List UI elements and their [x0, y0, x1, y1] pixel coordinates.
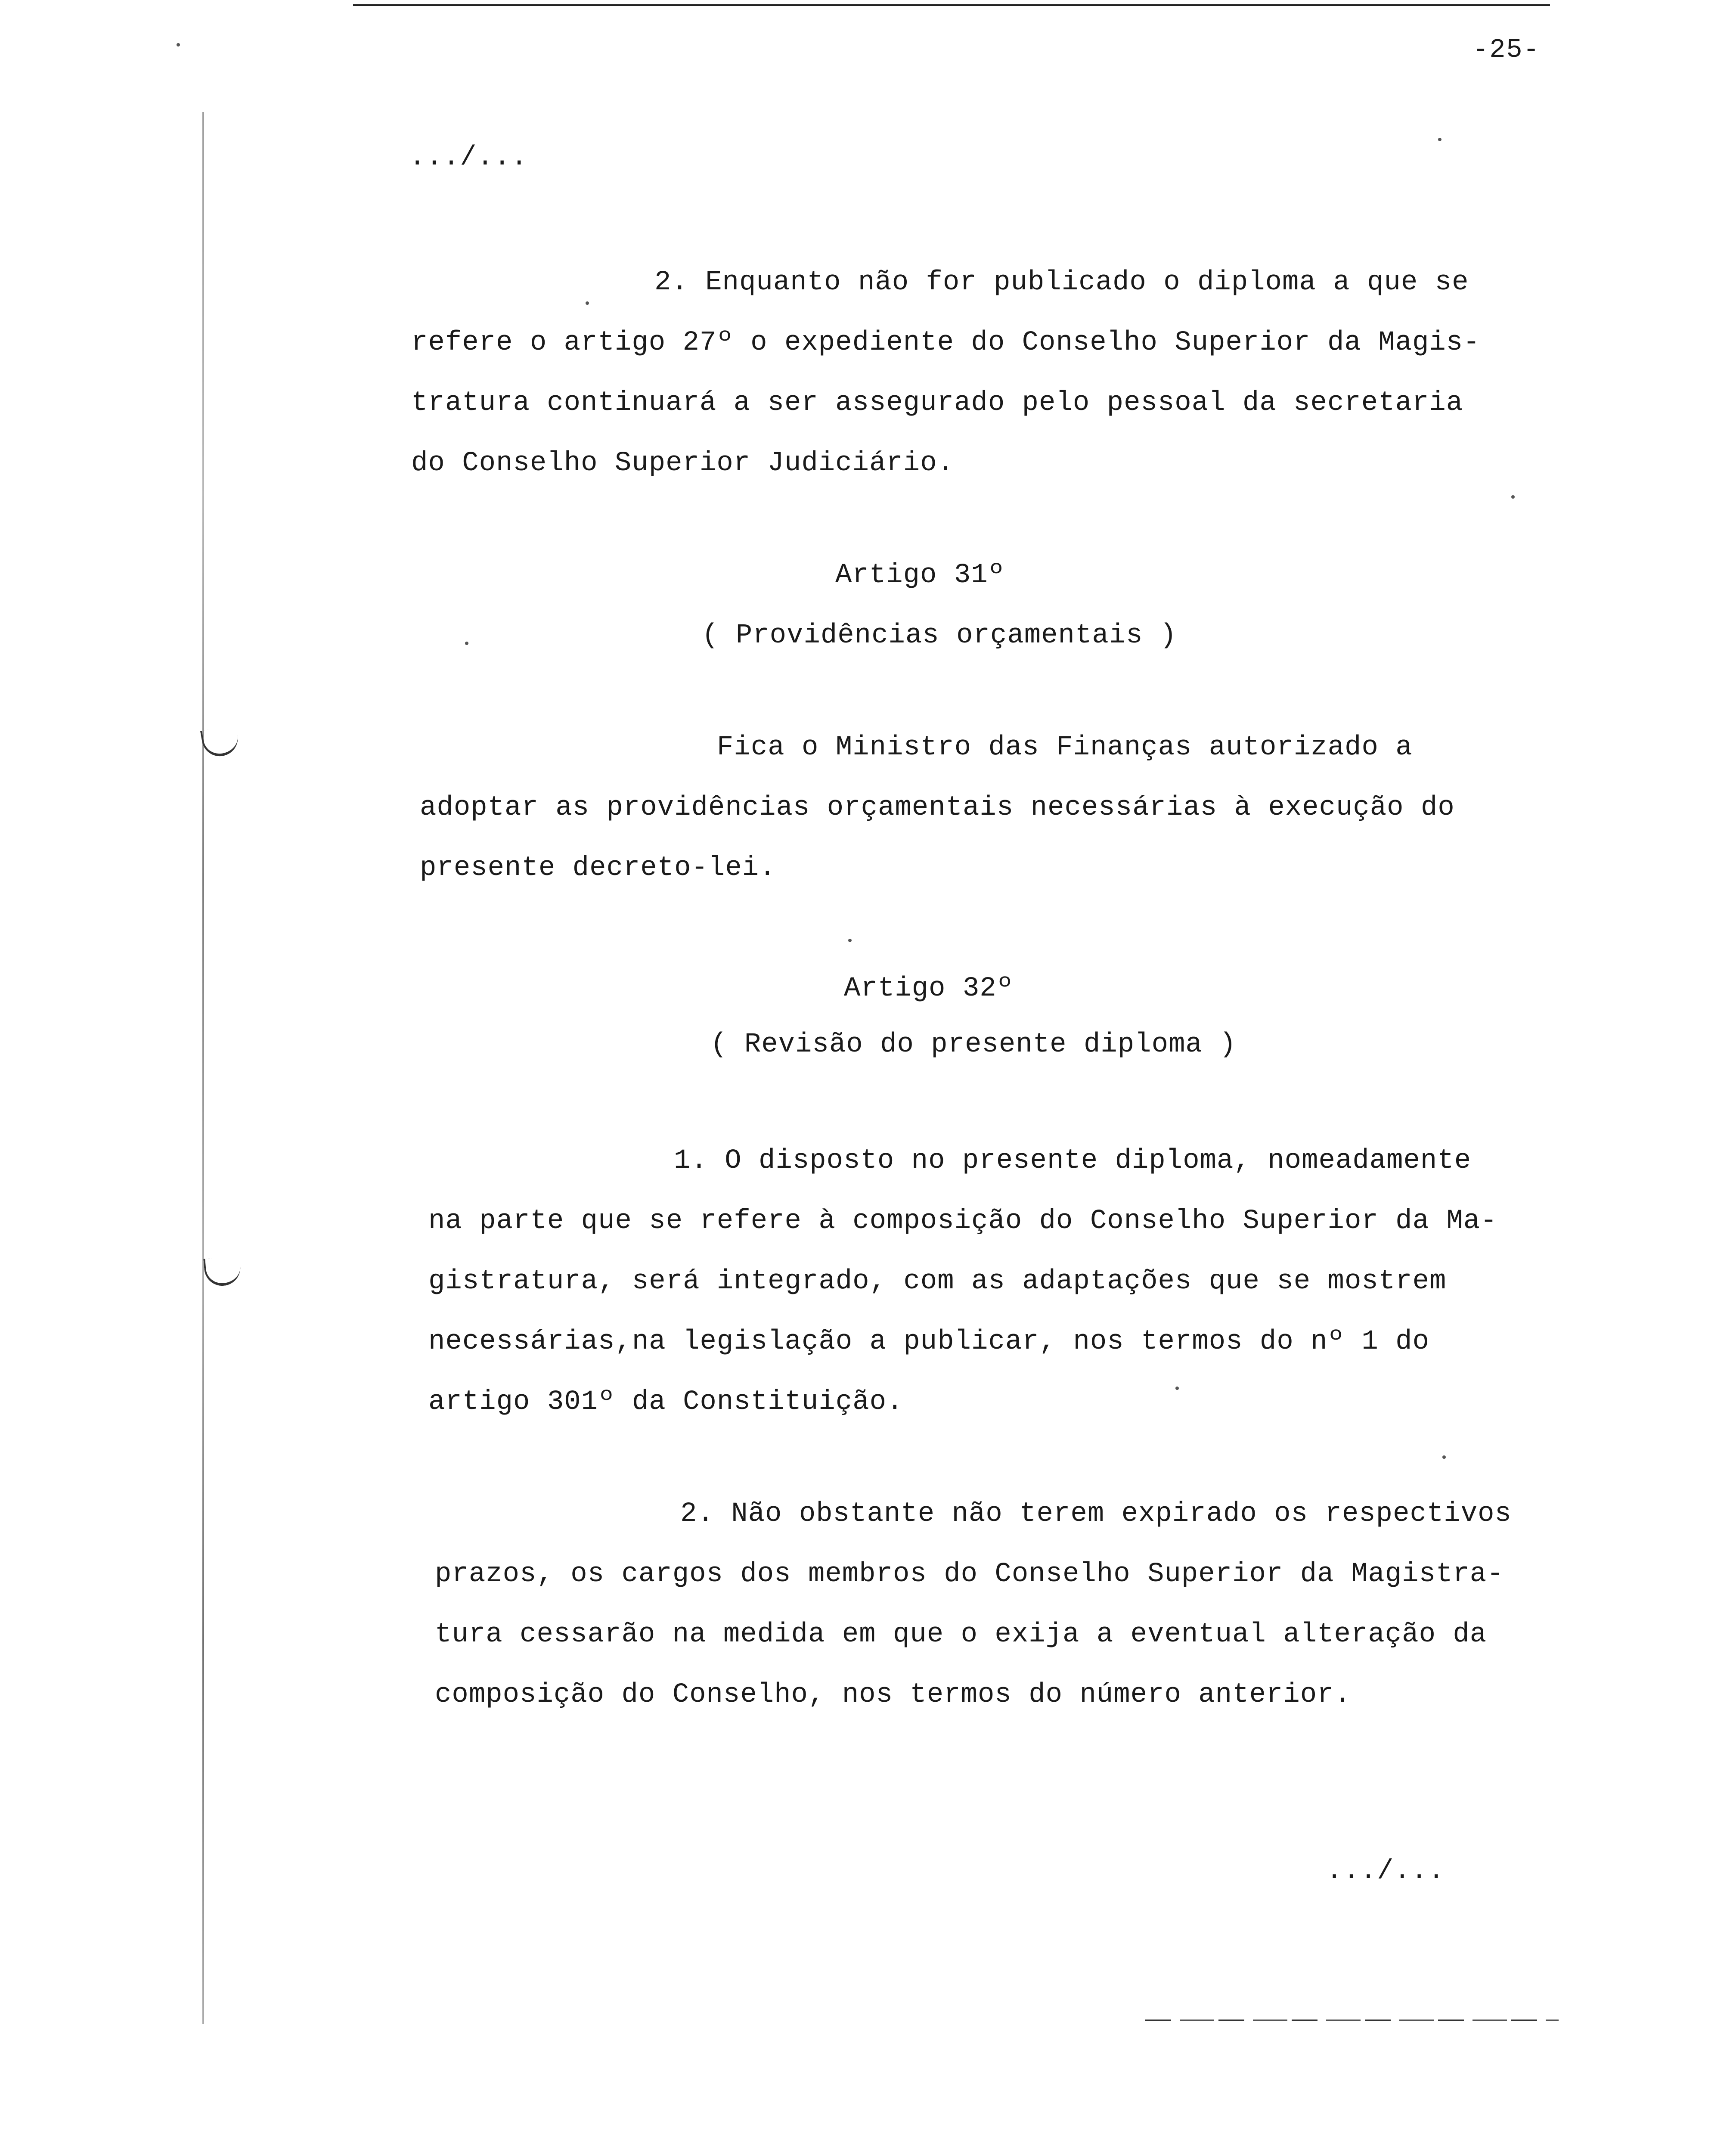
continuation-marker-bottom: .../... [1326, 1856, 1445, 1887]
paragraph-line: presente decreto-lei. [420, 853, 776, 884]
article-subtitle: ( Revisão do presente diploma ) [710, 1029, 1237, 1060]
scan-speck [465, 642, 468, 645]
scan-speck [1438, 138, 1442, 141]
scan-speck [1175, 1387, 1179, 1390]
paragraph-line: gistratura, será integrado, com as adaptações que se mostrem [428, 1266, 1447, 1297]
paragraph-line: 1. O disposto no presente diploma, nomeadamente [674, 1145, 1472, 1176]
paragraph-line: na parte que se refere à composição do Conselho Superior da Ma- [428, 1206, 1497, 1237]
paragraph-line: adoptar as providências orçamentais necessárias à execução do [420, 792, 1455, 823]
paragraph-line: prazos, os cargos dos membros do Conselho Superior da Magistra- [435, 1559, 1504, 1590]
paragraph-line: necessárias,na legislação a publicar, nos termos do nº 1 do [428, 1326, 1429, 1357]
binding-edge-mark [202, 112, 204, 2024]
paragraph-line: composição do Conselho, nos termos do número anterior. [435, 1679, 1351, 1710]
bottom-edge-rule [1145, 2020, 1559, 2021]
paragraph-line: do Conselho Superior Judiciário. [411, 448, 954, 479]
scan-speck [177, 43, 180, 47]
article-title: Artigo 32º [844, 973, 1014, 1004]
scan-speck [848, 939, 852, 942]
scan-speck [586, 301, 589, 305]
top-edge-rule [353, 4, 1550, 6]
paragraph-line: tura cessarão na medida em que o exija a eventual alteração da [435, 1619, 1487, 1650]
scan-speck [1511, 495, 1515, 499]
punch-hole-mark-upper [200, 725, 241, 759]
paragraph-line: 2. Não obstante não terem expirado os respectivos [680, 1498, 1512, 1529]
paragraph-line: Fica o Ministro das Finanças autorizado a [717, 732, 1413, 763]
punch-hole-mark-lower [203, 1256, 242, 1287]
scan-speck [1442, 1455, 1446, 1459]
continuation-marker-top: .../... [409, 142, 528, 173]
page-number: -25- [1472, 34, 1540, 65]
paragraph-line: artigo 301º da Constituição. [428, 1387, 904, 1418]
paragraph-line: 2. Enquanto não for publicado o diploma a que se [654, 267, 1469, 298]
paragraph-line: tratura continuará a ser assegurado pelo pessoal da secretaria [411, 388, 1463, 419]
article-subtitle: ( Providências orçamentais ) [702, 620, 1177, 651]
article-title: Artigo 31º [835, 560, 1005, 591]
paragraph-line: refere o artigo 27º o expediente do Conselho Superior da Magis- [411, 327, 1480, 358]
